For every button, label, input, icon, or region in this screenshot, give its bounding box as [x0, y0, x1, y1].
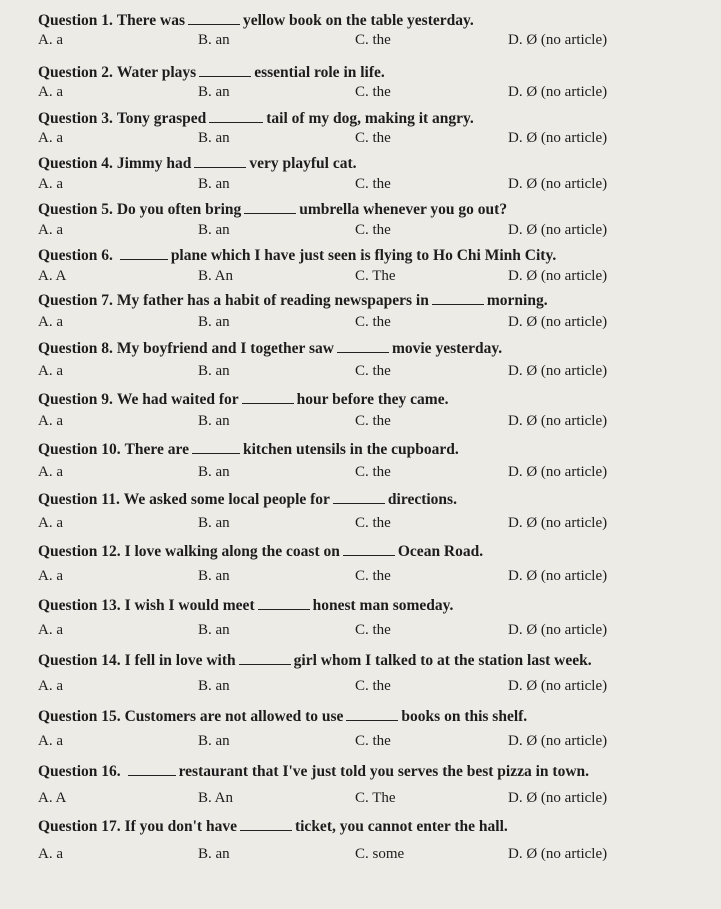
question-stem [38, 706, 527, 726]
question-text-after: movie yesterday. [391, 340, 503, 357]
option-d: D. Ø (no article) [508, 846, 608, 862]
question-stem [38, 489, 457, 509]
question-text-before: We asked some local people for [123, 491, 330, 508]
question-stem [38, 108, 474, 128]
option-a: A. a [38, 130, 63, 146]
question-text-after: tail of my dog, making it angry. [266, 110, 474, 127]
question-label: Question 14. [38, 652, 121, 669]
option-c: C. the [355, 363, 391, 379]
option-d: D. Ø (no article) [508, 413, 608, 429]
question-text-after: morning. [486, 292, 548, 309]
option-a: A. a [38, 568, 63, 584]
question-stem [38, 245, 556, 265]
option-a: A. A [38, 790, 67, 806]
question-text-after: girl whom I talked to at the station last week. [293, 652, 592, 669]
option-b: B. an [198, 222, 230, 238]
question-label: Question 6. [38, 247, 113, 264]
option-c: C. the [355, 176, 391, 192]
question-text-after: umbrella whenever you go out? [299, 201, 508, 218]
question-label: Question 2. [38, 64, 113, 81]
question-label: Question 10. [38, 441, 121, 458]
option-c: C. the [355, 32, 391, 48]
option-d: D. Ø (no article) [508, 515, 608, 531]
option-d: D. Ø (no article) [508, 622, 608, 638]
question-label: Question 12. [38, 543, 121, 560]
question-stem [38, 816, 508, 836]
option-b: B. an [198, 130, 230, 146]
question-text-after: books on this shelf. [401, 708, 528, 725]
question-label: Question 13. [38, 597, 121, 614]
answer-blank [244, 199, 296, 214]
option-d: D. Ø (no article) [508, 568, 608, 584]
option-a: A. a [38, 176, 63, 192]
option-b: B. an [198, 568, 230, 584]
question-stem [38, 153, 357, 173]
question-label: Question 11. [38, 491, 120, 508]
answer-blank [128, 761, 176, 776]
option-c: C. some [355, 846, 405, 862]
question-text-before: There was [116, 12, 185, 29]
question-stem [38, 650, 592, 670]
option-c: C. the [355, 130, 391, 146]
question-text-before: I love walking along the coast on [124, 543, 340, 560]
question-stem [38, 338, 502, 358]
answer-blank [240, 816, 292, 831]
option-b: B. an [198, 622, 230, 638]
option-a: A. a [38, 413, 63, 429]
question-text-after: kitchen utensils in the cupboard. [242, 441, 459, 458]
answer-blank [258, 595, 310, 610]
option-b: B. an [198, 32, 230, 48]
option-a: A. a [38, 515, 63, 531]
question-text-after: directions. [387, 491, 457, 508]
option-b: B. an [198, 515, 230, 531]
question-stem [38, 541, 483, 561]
option-c: C. the [355, 733, 391, 749]
answer-blank [120, 245, 168, 260]
option-a: A. a [38, 846, 63, 862]
question-label: Question 16. [38, 763, 121, 780]
option-c: C. The [355, 268, 396, 284]
answer-blank [188, 10, 240, 25]
question-text-before: Water plays [116, 64, 197, 81]
question-text-before: We had waited for [116, 391, 239, 408]
question-stem [38, 595, 453, 615]
option-d: D. Ø (no article) [508, 678, 608, 694]
answer-blank [194, 153, 246, 168]
option-c: C. the [355, 678, 391, 694]
option-a: A. a [38, 314, 63, 330]
option-d: D. Ø (no article) [508, 268, 608, 284]
question-text-before: Customers are not allowed to use [124, 708, 344, 725]
option-d: D. Ø (no article) [508, 222, 608, 238]
question-text-before: Jimmy had [116, 155, 192, 172]
option-d: D. Ø (no article) [508, 32, 608, 48]
option-d: D. Ø (no article) [508, 464, 608, 480]
option-c: C. the [355, 222, 391, 238]
option-d: D. Ø (no article) [508, 84, 608, 100]
question-label: Question 3. [38, 110, 113, 127]
option-a: A. a [38, 32, 63, 48]
option-b: B. an [198, 363, 230, 379]
option-b: B. An [198, 790, 234, 806]
answer-blank [346, 706, 398, 721]
question-text-before: I fell in love with [124, 652, 236, 669]
question-stem [38, 10, 474, 30]
question-text-after: yellow book on the table yesterday. [242, 12, 474, 29]
option-a: A. A [38, 268, 67, 284]
question-text-after: ticket, you cannot enter the hall. [294, 818, 508, 835]
option-b: B. An [198, 268, 234, 284]
answer-blank [192, 439, 240, 454]
option-d: D. Ø (no article) [508, 314, 608, 330]
answer-blank [242, 389, 294, 404]
question-text-after: plane which I have just seen is flying to Ho Chi Minh City. [170, 247, 557, 264]
option-a: A. a [38, 622, 63, 638]
question-label: Question 7. [38, 292, 113, 309]
option-d: D. Ø (no article) [508, 790, 608, 806]
question-text-before: I wish I would meet [124, 597, 255, 614]
question-text-before: Tony grasped [116, 110, 207, 127]
question-text-after: essential role in life. [254, 64, 385, 81]
option-d: D. Ø (no article) [508, 176, 608, 192]
question-label: Question 4. [38, 155, 113, 172]
option-b: B. an [198, 846, 230, 862]
question-text-before: My boyfriend and I together saw [116, 340, 334, 357]
option-b: B. an [198, 176, 230, 192]
question-text-after: honest man someday. [312, 597, 454, 614]
question-text-before: There are [124, 441, 189, 458]
option-a: A. a [38, 363, 63, 379]
option-c: C. the [355, 464, 391, 480]
option-c: C. The [355, 790, 396, 806]
option-c: C. the [355, 314, 391, 330]
question-text-after: hour before they came. [296, 391, 449, 408]
option-d: D. Ø (no article) [508, 130, 608, 146]
option-b: B. an [198, 314, 230, 330]
answer-blank [343, 541, 395, 556]
question-label: Question 1. [38, 12, 113, 29]
option-b: B. an [198, 413, 230, 429]
question-text-before: If you don't have [124, 818, 237, 835]
option-a: A. a [38, 222, 63, 238]
option-a: A. a [38, 678, 63, 694]
option-b: B. an [198, 84, 230, 100]
question-stem [38, 199, 507, 219]
question-label: Question 8. [38, 340, 113, 357]
question-label: Question 9. [38, 391, 113, 408]
option-b: B. an [198, 678, 230, 694]
answer-blank [209, 108, 263, 123]
option-a: A. a [38, 733, 63, 749]
option-c: C. the [355, 84, 391, 100]
option-c: C. the [355, 622, 391, 638]
option-b: B. an [198, 464, 230, 480]
option-d: D. Ø (no article) [508, 733, 608, 749]
option-c: C. the [355, 568, 391, 584]
option-c: C. the [355, 413, 391, 429]
question-stem [38, 761, 589, 781]
question-text-after: restaurant that I've just told you serves the best pizza in town. [178, 763, 590, 780]
question-label: Question 17. [38, 818, 121, 835]
answer-blank [199, 62, 251, 77]
question-label: Question 5. [38, 201, 113, 218]
question-stem [38, 62, 385, 82]
option-b: B. an [198, 733, 230, 749]
answer-blank [432, 290, 484, 305]
question-stem [38, 439, 459, 459]
question-text-before: My father has a habit of reading newspapers in [116, 292, 429, 309]
question-text-before: Do you often bring [116, 201, 242, 218]
question-text-after: very playful cat. [249, 155, 357, 172]
question-label: Question 15. [38, 708, 121, 725]
option-a: A. a [38, 84, 63, 100]
option-a: A. a [38, 464, 63, 480]
option-c: C. the [355, 515, 391, 531]
question-text-after: Ocean Road. [397, 543, 484, 560]
answer-blank [239, 650, 291, 665]
option-d: D. Ø (no article) [508, 363, 608, 379]
question-stem [38, 290, 548, 310]
answer-blank [333, 489, 385, 504]
answer-blank [337, 338, 389, 353]
question-stem [38, 389, 448, 409]
